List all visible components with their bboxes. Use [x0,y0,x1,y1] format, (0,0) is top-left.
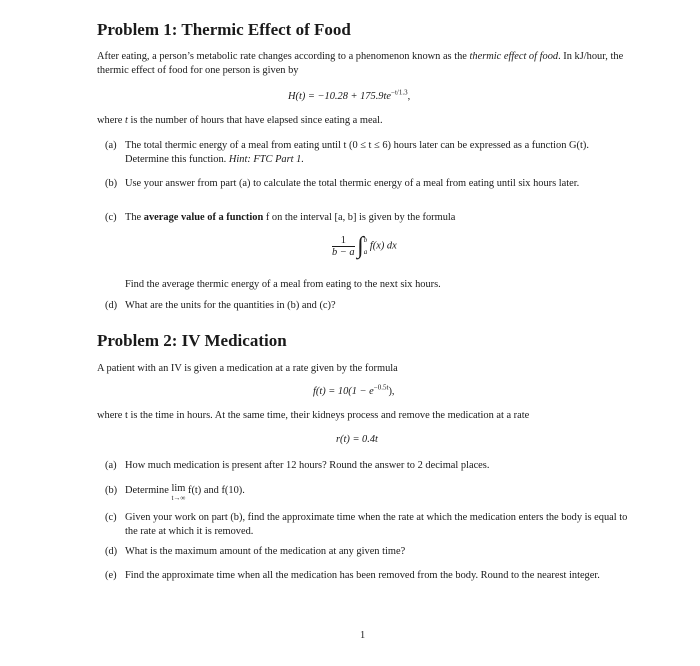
problem1-intro: After eating, a person’s metabolic rate changes according to a phenomenon known as the thermic effect of food. In kJ/hour, the thermic effect of food for one person is given by [97,51,624,76]
limit-operator: lim t→∞ [171,483,186,502]
problem2-part-d: (d) What is the maximum amount of the medication at any given time? [105,546,406,557]
problem2-part-c: (c) Given your work on part (b), find the approximate time when the rate at which the medication enters the body is equal to the rate at which it is removed. [105,512,628,537]
problem2-part-e: (e) Find the approximate time when all the medication has been removed from the body. Round to the nearest integer. [105,570,600,581]
problem1-title: Problem 1: Thermic Effect of Food [97,20,351,39]
page-number: 1 [360,630,366,641]
removal-rate-equation: r(t) = 0.4t [336,434,378,445]
problem1-where: where t is the number of hours that have elapsed since eating a meal. [97,115,383,126]
problem1-part-c-followup: Find the average thermic energy of a meal from eating to the next six hours. [125,279,441,290]
problem1-part-b: (b) Use your answer from part (a) to calculate the total thermic energy of a meal from eating until six hours later. [105,178,580,189]
integral-sign: ∫ [357,233,364,259]
problem1-part-d: (d) What are the units for the quantities in (b) and (c)? [105,300,336,311]
problem2-part-a: (a) How much medication is present after 12 hours? Round the answer to 2 decimal places. [105,460,490,471]
thermic-equation: $H(t) = -10.28 + 175.9te^{-t/1.3}$, [288,88,411,102]
problem2-part-b: (b) Determine lim t→∞ f(t) and f(10). [105,483,245,502]
problem2-title: Problem 2: IV Medication [97,331,287,350]
problem2-where: where t is the time in hours. At the same time, their kidneys process and remove the medication at a rate [97,410,530,421]
problem2-intro: A patient with an IV is given a medication at a rate given by the formula [97,363,398,374]
average-value-formula: $\frac{1}{b - a}$ ∫ b a f(x) dx [332,233,397,259]
medication-rate-equation: $f(t) = 10(1 - e^{-0.5t})$, [313,383,395,397]
problem1-part-c: (c) The average value of a function f on the interval [a, b] is given by the formula [105,212,456,223]
problem1-part-a: (a) The total thermic energy of a meal from eating until t (0 ≤ t ≤ 6) hours later can be expressed as a function G(t). Determine this function. Hint: FTC Part 1. [105,140,589,165]
average-fraction: $\frac{1}{b - a}$ [332,234,355,258]
